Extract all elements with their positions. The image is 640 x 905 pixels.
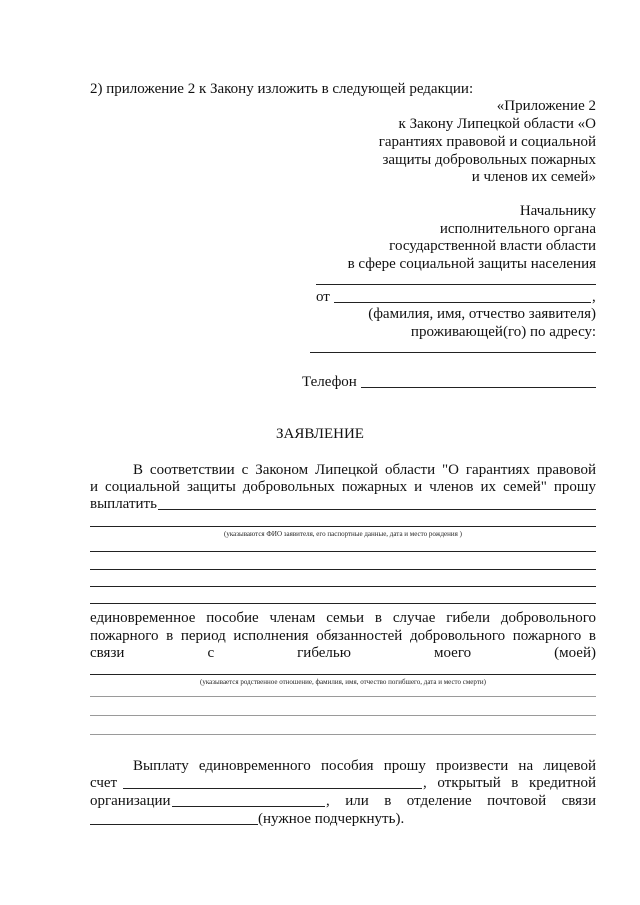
organization-field[interactable]: [172, 806, 325, 807]
p3-line-1: Выплату единовременного пособия прошу произвести на лицевой: [133, 758, 596, 774]
appendix-line-3: гарантиях правовой и социальной: [378, 134, 596, 150]
addressee-line-1: Начальнику: [519, 203, 596, 219]
appendix-line-2: к Закону Липецкой области «О: [398, 116, 596, 132]
p2-word-1: связи: [90, 645, 125, 661]
from-label: от: [316, 289, 330, 305]
p2-word-5: (моей): [554, 645, 596, 661]
p3-account-suffix: , открытый в кредитной: [423, 775, 596, 791]
addressee-line-4: в сфере социальной защиты населения: [347, 256, 596, 272]
addressee-line-3: государственной власти области: [389, 238, 596, 254]
applicant-details-field-6[interactable]: [90, 603, 596, 604]
appendix-line-1: «Приложение 2: [496, 98, 596, 114]
p2-word-3: гибелью: [297, 645, 351, 661]
p2-word-2: с: [207, 645, 215, 661]
hint-deceased-details: (указывается родственное отношение, фамилия, имя, отчество погибшего, дата и место смерти): [200, 678, 486, 686]
p3-account-label: счет: [90, 775, 118, 791]
address-field[interactable]: [310, 352, 596, 353]
p3-organization-suffix: , или в отделение почтовой связи: [326, 793, 596, 809]
intro-text: 2) приложение 2 к Закону изложить в следующей редакции:: [90, 81, 474, 97]
document-title: ЗАЯВЛЕНИЕ: [276, 426, 364, 442]
residing-label: проживающей(го) по адресу:: [410, 324, 596, 340]
appendix-line-5: и членов их семей»: [471, 169, 596, 185]
appendix-line-4: защиты добровольных пожарных: [382, 152, 596, 168]
p1-line-3: выплатить: [90, 496, 157, 512]
p3-organization-label: организации: [90, 793, 171, 809]
applicant-name-field[interactable]: [334, 302, 591, 303]
fio-hint: (фамилия, имя, отчество заявителя): [368, 306, 596, 322]
p2-word-4: моего: [433, 645, 472, 661]
p3-underline-note: (нужное подчеркнуть).: [258, 811, 405, 827]
addressee-blank-line[interactable]: [316, 284, 596, 285]
p2-line-3: [90, 644, 596, 662]
deceased-details-field-1[interactable]: [90, 674, 596, 675]
p2-line-2: пожарного в период исполнения обязанностей добровольного пожарного в: [90, 628, 596, 644]
phone-label: Телефон: [302, 374, 357, 390]
deceased-details-field-4[interactable]: [90, 734, 596, 735]
post-office-field[interactable]: [90, 824, 258, 825]
p1-line-2: и социальной защиты добровольных пожарных и членов их семей" прошу: [90, 479, 596, 495]
account-number-field[interactable]: [123, 788, 422, 789]
p1-line-1: В соответствии с Законом Липецкой области "О гарантиях правовой: [133, 462, 596, 478]
phone-field[interactable]: [361, 387, 596, 388]
applicant-details-field-3[interactable]: [90, 551, 596, 552]
applicant-details-field-4[interactable]: [90, 569, 596, 570]
deceased-details-field-2[interactable]: [90, 696, 596, 697]
applicant-details-field-2[interactable]: [90, 526, 596, 527]
deceased-details-field-3[interactable]: [90, 715, 596, 716]
applicant-details-field-1[interactable]: [158, 509, 596, 510]
hint-applicant-details: (указываются ФИО заявителя, его паспортные данные, дата и место рождения ): [224, 530, 462, 538]
addressee-line-2: исполнительного органа: [439, 221, 596, 237]
from-comma: ,: [592, 289, 596, 305]
p2-line-1: единовременное пособие членам семьи в случае гибели добровольного: [90, 610, 596, 626]
applicant-details-field-5[interactable]: [90, 586, 596, 587]
